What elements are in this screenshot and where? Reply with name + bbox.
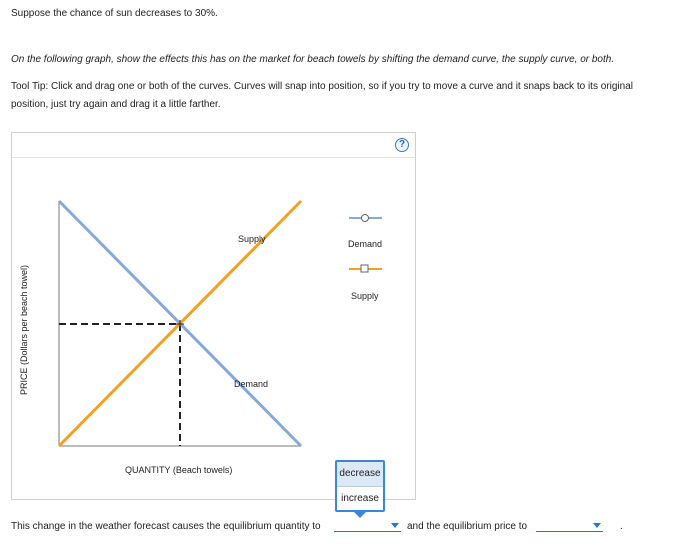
quantity-dropdown-menu [335, 460, 385, 512]
chevron-down-icon [391, 523, 399, 528]
graph-panel [11, 132, 416, 500]
answer-middle: and the equilibrium price to [407, 521, 528, 532]
question-text: Suppose the chance of sun decreases to 30%. [11, 8, 218, 19]
market-graph [12, 133, 417, 501]
legend-supply-label: Supply [351, 291, 379, 301]
option-increase[interactable]: increase [341, 493, 379, 504]
supply-curve-label: Supply [238, 234, 266, 244]
legend-demand-label: Demand [348, 239, 383, 249]
legend-supply-tool[interactable] [349, 265, 382, 272]
help-icon[interactable]: ? [395, 138, 409, 152]
y-axis-label: PRICE (Dollars per beach towel) [19, 264, 29, 395]
option-decrease[interactable]: decrease [337, 462, 383, 487]
chevron-down-icon [593, 523, 601, 528]
equilibrium-quantity-dropdown[interactable] [334, 518, 401, 532]
answer-suffix: . [620, 521, 623, 532]
equilibrium-price-dropdown[interactable] [536, 518, 603, 532]
legend-demand-tool[interactable] [349, 215, 382, 222]
tool-tip-line-2: position, just try again and drag it a little farther. [11, 99, 221, 110]
instruction-text: On the following graph, show the effects this has on the market for beach towels by shifting the demand curve, the supply curve, or both. [11, 54, 615, 65]
demand-curve-label: Demand [234, 379, 269, 389]
x-axis-label: QUANTITY (Beach towels) [125, 465, 233, 475]
tool-tip-line-1: Tool Tip: Click and drag one or both of the curves. Curves will snap into position, so if you try to move a curve and it snaps back to its original [11, 81, 633, 92]
dropdown-menu-pointer [354, 512, 366, 518]
answer-prefix: This change in the weather forecast causes the equilibrium quantity to [11, 521, 321, 532]
